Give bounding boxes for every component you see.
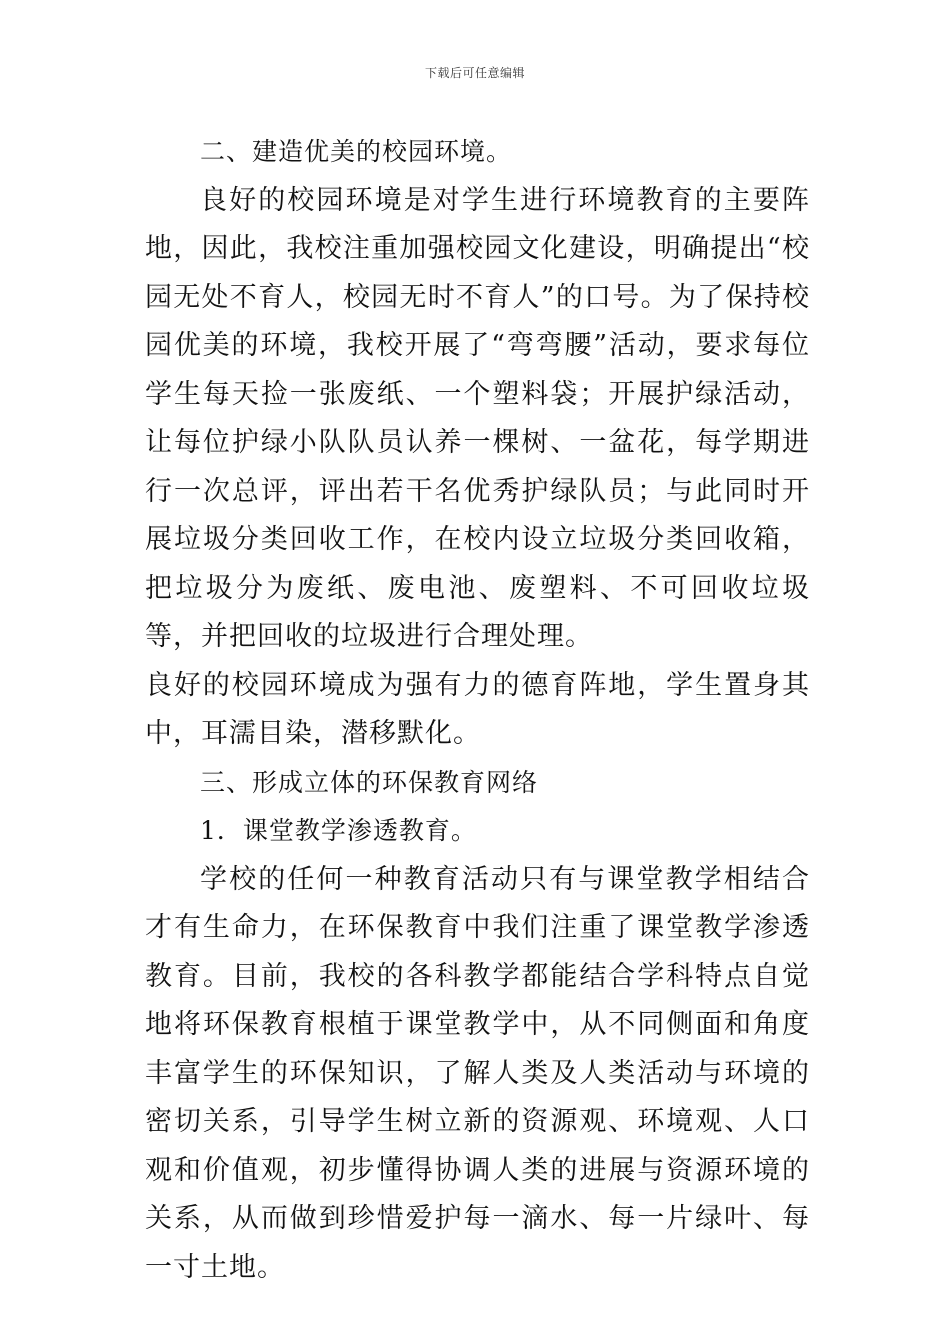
subsection-heading-1: 1．课堂教学渗透教育。: [200, 816, 477, 845]
paragraph-classroom-teaching: 学校的任何一种教育活动只有与课堂教学相结合才有生命力，在环保教育中我们注重了课堂教学渗透教育。目前，我校的各科教学都能结合学科特点自觉地将环保教育根植于课堂教学中，从不同侧面和角度丰富学生的环保知识，了解人类及人类活动与环境的密切关系，引导学生树立新的资源观、环境观、人口观和价值观，初步懂得协调人类的进展与资源环境的关系，从而做到珍惜爱护每一滴水、每一片绿叶、每一寸土地。: [145, 863, 810, 1283]
page-header-note: 下载后可任意编辑: [424, 66, 525, 80]
section-heading-2: 二、建造优美的校园环境。: [200, 137, 513, 166]
paragraph-campus-environment: 良好的校园环境是对学生进行环境教育的主要阵地，因此，我校注重加强校园文化建设，明确提出“校园无处不育人，校园无时不育人”的口号。为了保持校园优美的环境，我校开展了“弯弯腰”活动，要求每位学生每天捡一张废纸、一个塑料袋；开展护绿活动，让每位护绿小队队员认养一棵树、一盆花，每学期进行一次总评，评出若干名优秀护绿队员；与此同时开展垃圾分类回收工作，在校内设立垃圾分类回收箱，把垃圾分为废纸、废电池、废塑料、不可回收垃圾等，并把回收的垃圾进行合理处理。: [145, 184, 810, 652]
section-heading-3: 三、形成立体的环保教育网络: [200, 767, 539, 797]
document-body: [145, 128, 810, 1292]
paragraph-moral-education: 良好的校园环境成为强有力的德育阵地，学生置身其中，耳濡目染，潜移默化。: [145, 669, 810, 749]
